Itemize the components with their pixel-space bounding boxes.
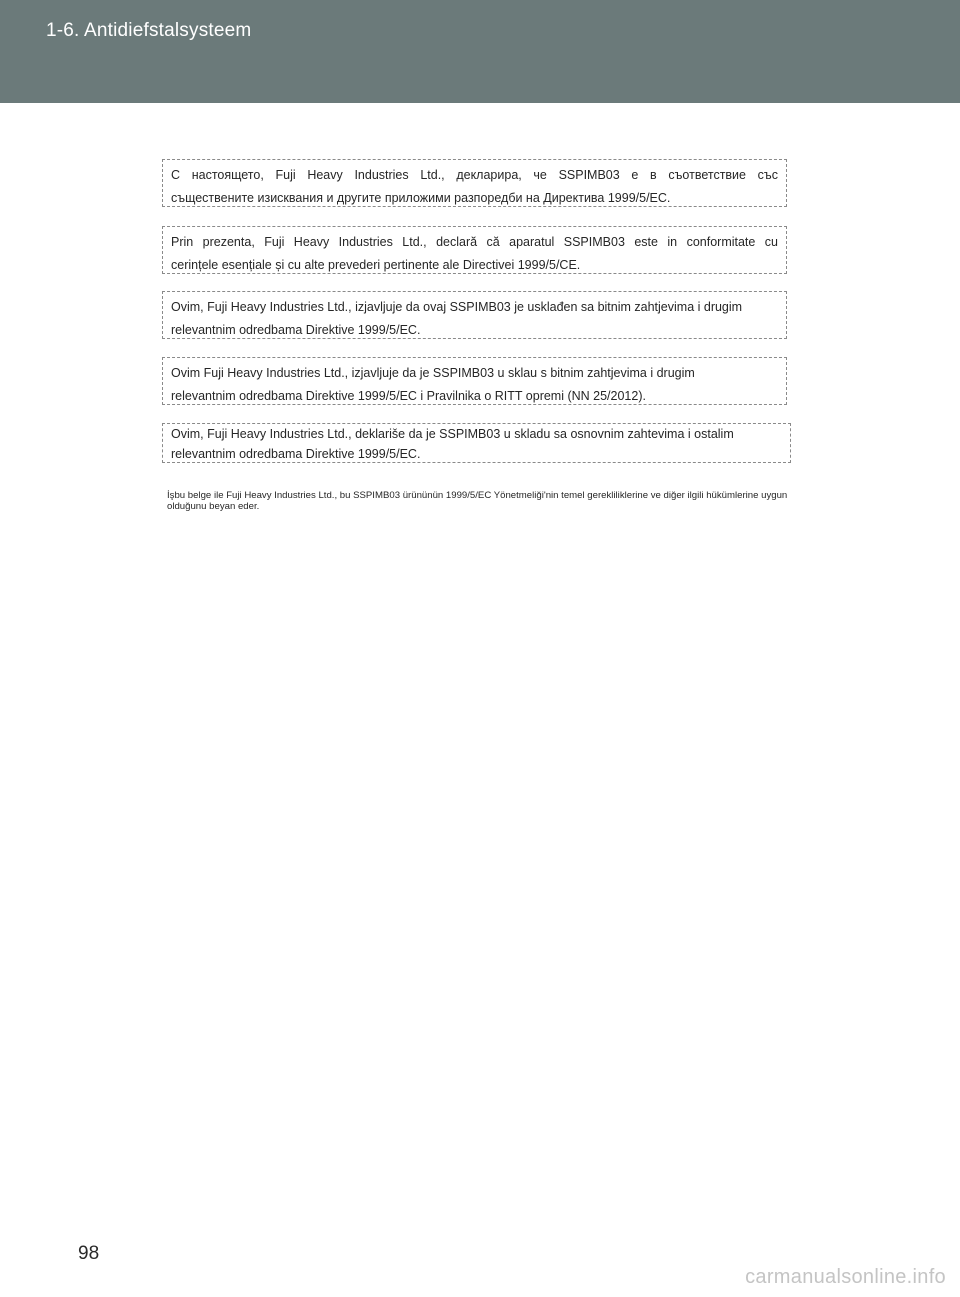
declaration-bosnian-line-2: relevantnim odredbama Direktive 1999/5/EC. [171, 447, 421, 461]
declaration-bulgarian-line-2: съществените изисквания и другите приложими разпоредби на Директива 1999/5/ЕС. [171, 191, 671, 205]
declaration-croatian-2 [162, 357, 787, 405]
chapter-title: 1-6. Antidiefstalsysteem [46, 20, 252, 41]
declaration-croatian-2-line-2: relevantnim odredbama Direktive 1999/5/EC i Pravilnika o RITT opremi (NN 25/2012). [171, 389, 646, 403]
declaration-croatian-2-line-1: Ovim Fuji Heavy Industries Ltd., izjavljuje da je SSPIMB03 u sklau s bitnim zahtjevima i drugim [171, 366, 695, 380]
declaration-turkish: İşbu belge ile Fuji Heavy Industries Ltd., bu SSPIMB03 ürününün 1999/5/EC Yönetmeliği'nin temel gerekliliklerine ve diğer ilgili hükümlerine uygun olduğunu beyan eder. [167, 490, 788, 512]
declaration-croatian-1-line-1: Ovim, Fuji Heavy Industries Ltd., izjavljuje da ovaj SSPIMB03 je usklađen sa bitnim zahtjevima i drugim [171, 300, 743, 314]
declaration-romanian [162, 226, 787, 274]
declaration-bosnian [162, 423, 791, 463]
declaration-bulgarian-line-1: С настоящето, Fuji Heavy Industries Ltd., декларира, че SSPIMB03 е в съответствие със [171, 168, 778, 182]
declaration-bosnian-line-1: Ovim, Fuji Heavy Industries Ltd., deklariše da je SSPIMB03 u skladu sa osnovnim zahtevima i ostalim [171, 427, 734, 441]
declaration-croatian-1-line-2: relevantnim odredbama Direktive 1999/5/EC. [171, 323, 421, 337]
page-number: 98 [78, 1243, 100, 1264]
declaration-bulgarian [162, 159, 787, 207]
declaration-croatian-1 [162, 291, 787, 339]
watermark: carmanualsonline.info [745, 1266, 946, 1288]
declaration-romanian-line-2: cerințele esențiale și cu alte prevederi pertinente ale Directivei 1999/5/CE. [171, 258, 581, 272]
chapter-header [0, 0, 960, 103]
declaration-romanian-line-1: Prin prezenta, Fuji Heavy Industries Ltd., declară că aparatul SSPIMB03 este in conformitate cu [171, 235, 778, 249]
